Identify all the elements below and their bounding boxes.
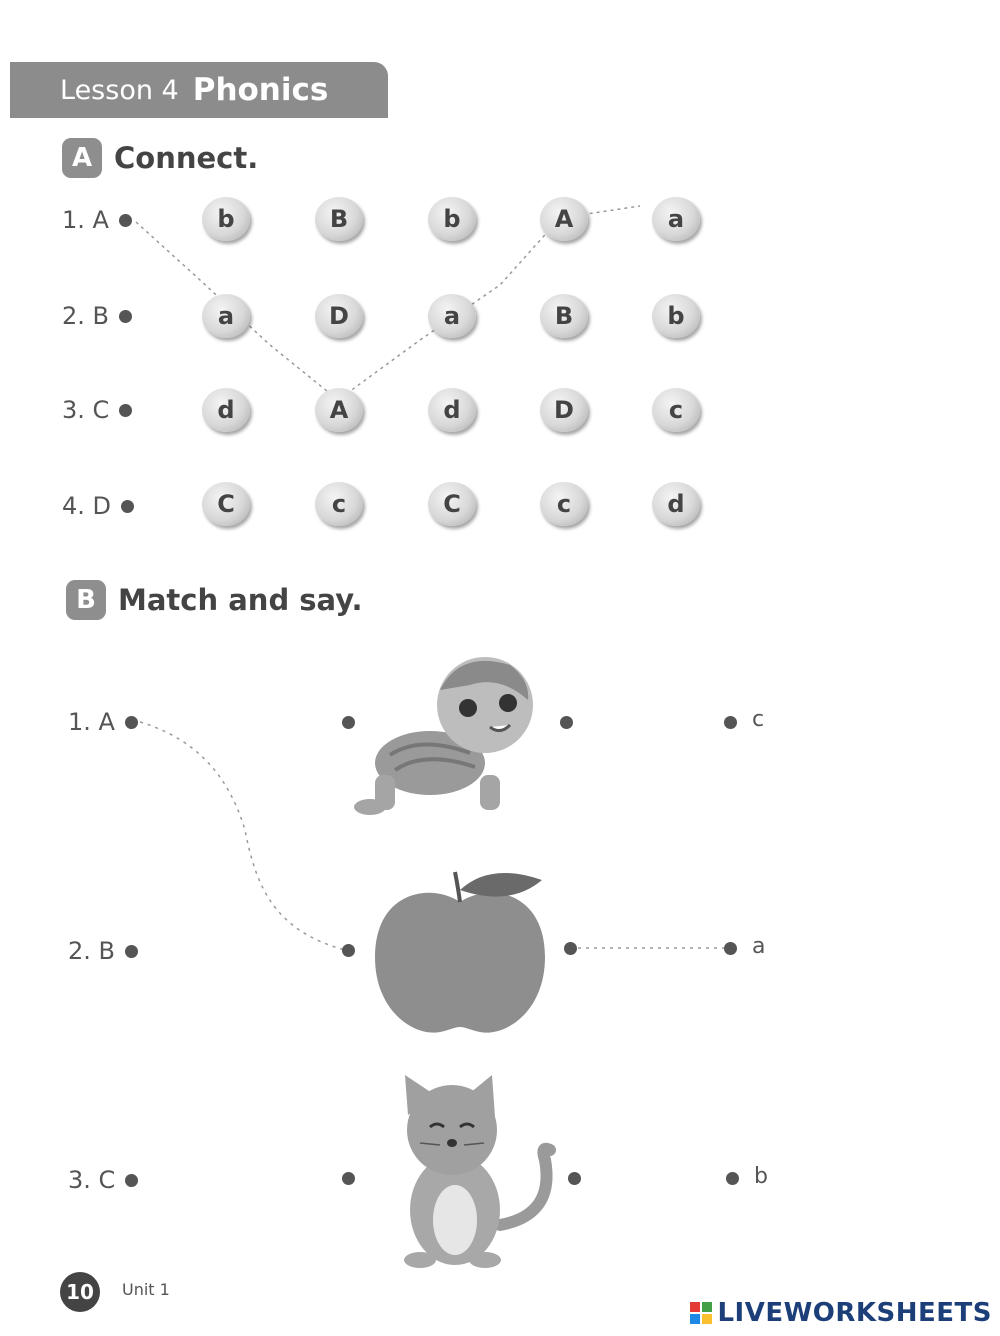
connect-start-dot[interactable] (119, 404, 132, 417)
unit-label: Unit 1 (122, 1280, 170, 1299)
match-row-1-label: 1. A (68, 708, 138, 736)
letter-bubble[interactable]: c (540, 482, 588, 526)
page-number: 10 (60, 1272, 100, 1312)
section-a-title: Connect. (114, 141, 259, 175)
picture-left-dot[interactable] (342, 944, 355, 957)
letter-end-dot[interactable] (724, 942, 737, 955)
match-letter: a (752, 934, 766, 959)
section-a-badge: A (62, 138, 102, 178)
letter-bubble[interactable]: b (202, 197, 250, 241)
letter-bubble[interactable]: c (652, 388, 700, 432)
match-start-dot[interactable] (125, 945, 138, 958)
liveworksheets-logo-icon (690, 1302, 712, 1324)
connect-row-3-label: 3. C (62, 396, 132, 424)
lesson-number: Lesson 4 (60, 74, 179, 106)
lesson-topic: Phonics (192, 72, 329, 108)
picture-left-dot[interactable] (342, 1172, 355, 1185)
letter-bubble[interactable]: d (202, 388, 250, 432)
letter-bubble[interactable]: C (202, 482, 250, 526)
letter-bubble[interactable]: A (540, 197, 588, 241)
match-row-3-label: 3. C (68, 1166, 138, 1194)
letter-bubble[interactable]: a (652, 197, 700, 241)
letter-bubble[interactable]: a (202, 294, 250, 338)
letter-bubble[interactable]: C (428, 482, 476, 526)
connect-row-1-label: 1. A (62, 206, 132, 234)
letter-end-dot[interactable] (724, 716, 737, 729)
letter-bubble[interactable]: d (428, 388, 476, 432)
cat-icon (380, 1075, 565, 1270)
connect-start-dot[interactable] (119, 310, 132, 323)
section-b-title: Match and say. (118, 583, 363, 617)
apple-icon (370, 862, 550, 1040)
letter-bubble[interactable]: D (540, 388, 588, 432)
connect-start-dot[interactable] (121, 500, 134, 513)
match-row-2-label: 2. B (68, 937, 138, 965)
letter-bubble[interactable]: D (315, 294, 363, 338)
letter-bubble[interactable]: c (315, 482, 363, 526)
match-letter: c (752, 707, 765, 732)
connect-row-2-label: 2. B (62, 302, 132, 330)
picture-right-dot[interactable] (560, 716, 573, 729)
section-b-heading (66, 580, 363, 620)
baby-crawling-icon (350, 645, 540, 820)
letter-end-dot[interactable] (726, 1172, 739, 1185)
liveworksheets-watermark (690, 1298, 992, 1328)
letter-bubble[interactable]: A (315, 388, 363, 432)
match-letter: b (754, 1164, 768, 1189)
connect-row-4-label: 4. D (62, 492, 134, 520)
example-match-line-1 (140, 722, 345, 950)
connect-start-dot[interactable] (119, 214, 132, 227)
watermark-text: LIVEWORKSHEETS (717, 1298, 992, 1328)
letter-bubble[interactable]: d (652, 482, 700, 526)
letter-bubble[interactable]: b (652, 294, 700, 338)
picture-right-dot[interactable] (564, 942, 577, 955)
match-start-dot[interactable] (125, 1174, 138, 1187)
letter-bubble[interactable]: B (540, 294, 588, 338)
letter-bubble[interactable]: B (315, 197, 363, 241)
section-b-badge: B (66, 580, 106, 620)
picture-right-dot[interactable] (568, 1172, 581, 1185)
letter-bubble[interactable]: b (428, 197, 476, 241)
match-start-dot[interactable] (125, 716, 138, 729)
letter-bubble[interactable]: a (428, 294, 476, 338)
